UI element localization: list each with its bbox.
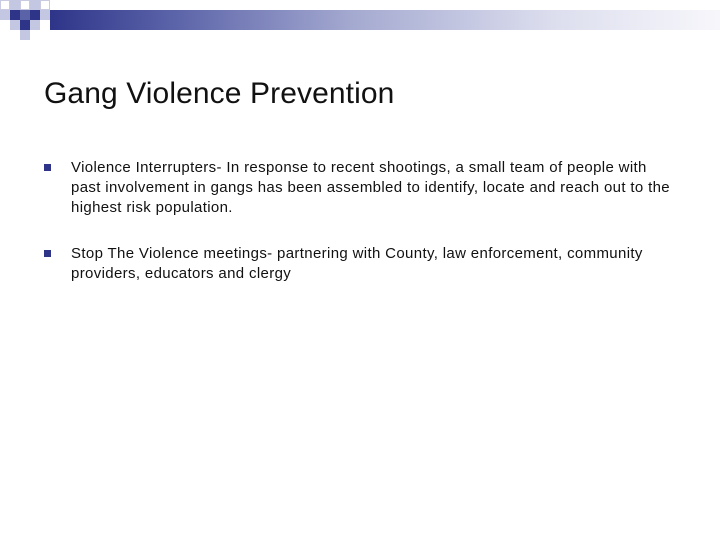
decor-square <box>10 10 20 20</box>
decor-square <box>40 10 50 20</box>
decor-square <box>30 0 40 10</box>
decor-square <box>10 20 20 30</box>
decor-square <box>30 10 40 20</box>
decor-square <box>0 10 10 20</box>
square-bullet-icon <box>44 250 51 257</box>
top-gradient-band <box>50 10 720 30</box>
decor-square <box>40 0 50 10</box>
decor-square <box>10 0 20 10</box>
decor-square <box>30 20 40 30</box>
decor-square <box>20 30 30 40</box>
bullet-text: Violence Interrupters- In response to recent shootings, a small team of people with past involvement in gangs has been assembled to identify, locate and reach out to the highest risk population. <box>71 159 671 216</box>
bullet-item <box>44 158 674 218</box>
slide-title: Gang Violence Prevention <box>44 77 395 110</box>
decor-square <box>20 0 30 10</box>
decor-square <box>0 0 10 10</box>
decor-square <box>20 20 30 30</box>
bullet-item <box>44 244 674 284</box>
bullet-text: Stop The Violence meetings- partnering with County, law enforcement, community providers, educators and clergy <box>71 245 643 282</box>
square-bullet-icon <box>44 164 51 171</box>
bullet-list <box>44 158 674 310</box>
decor-square <box>20 10 30 20</box>
